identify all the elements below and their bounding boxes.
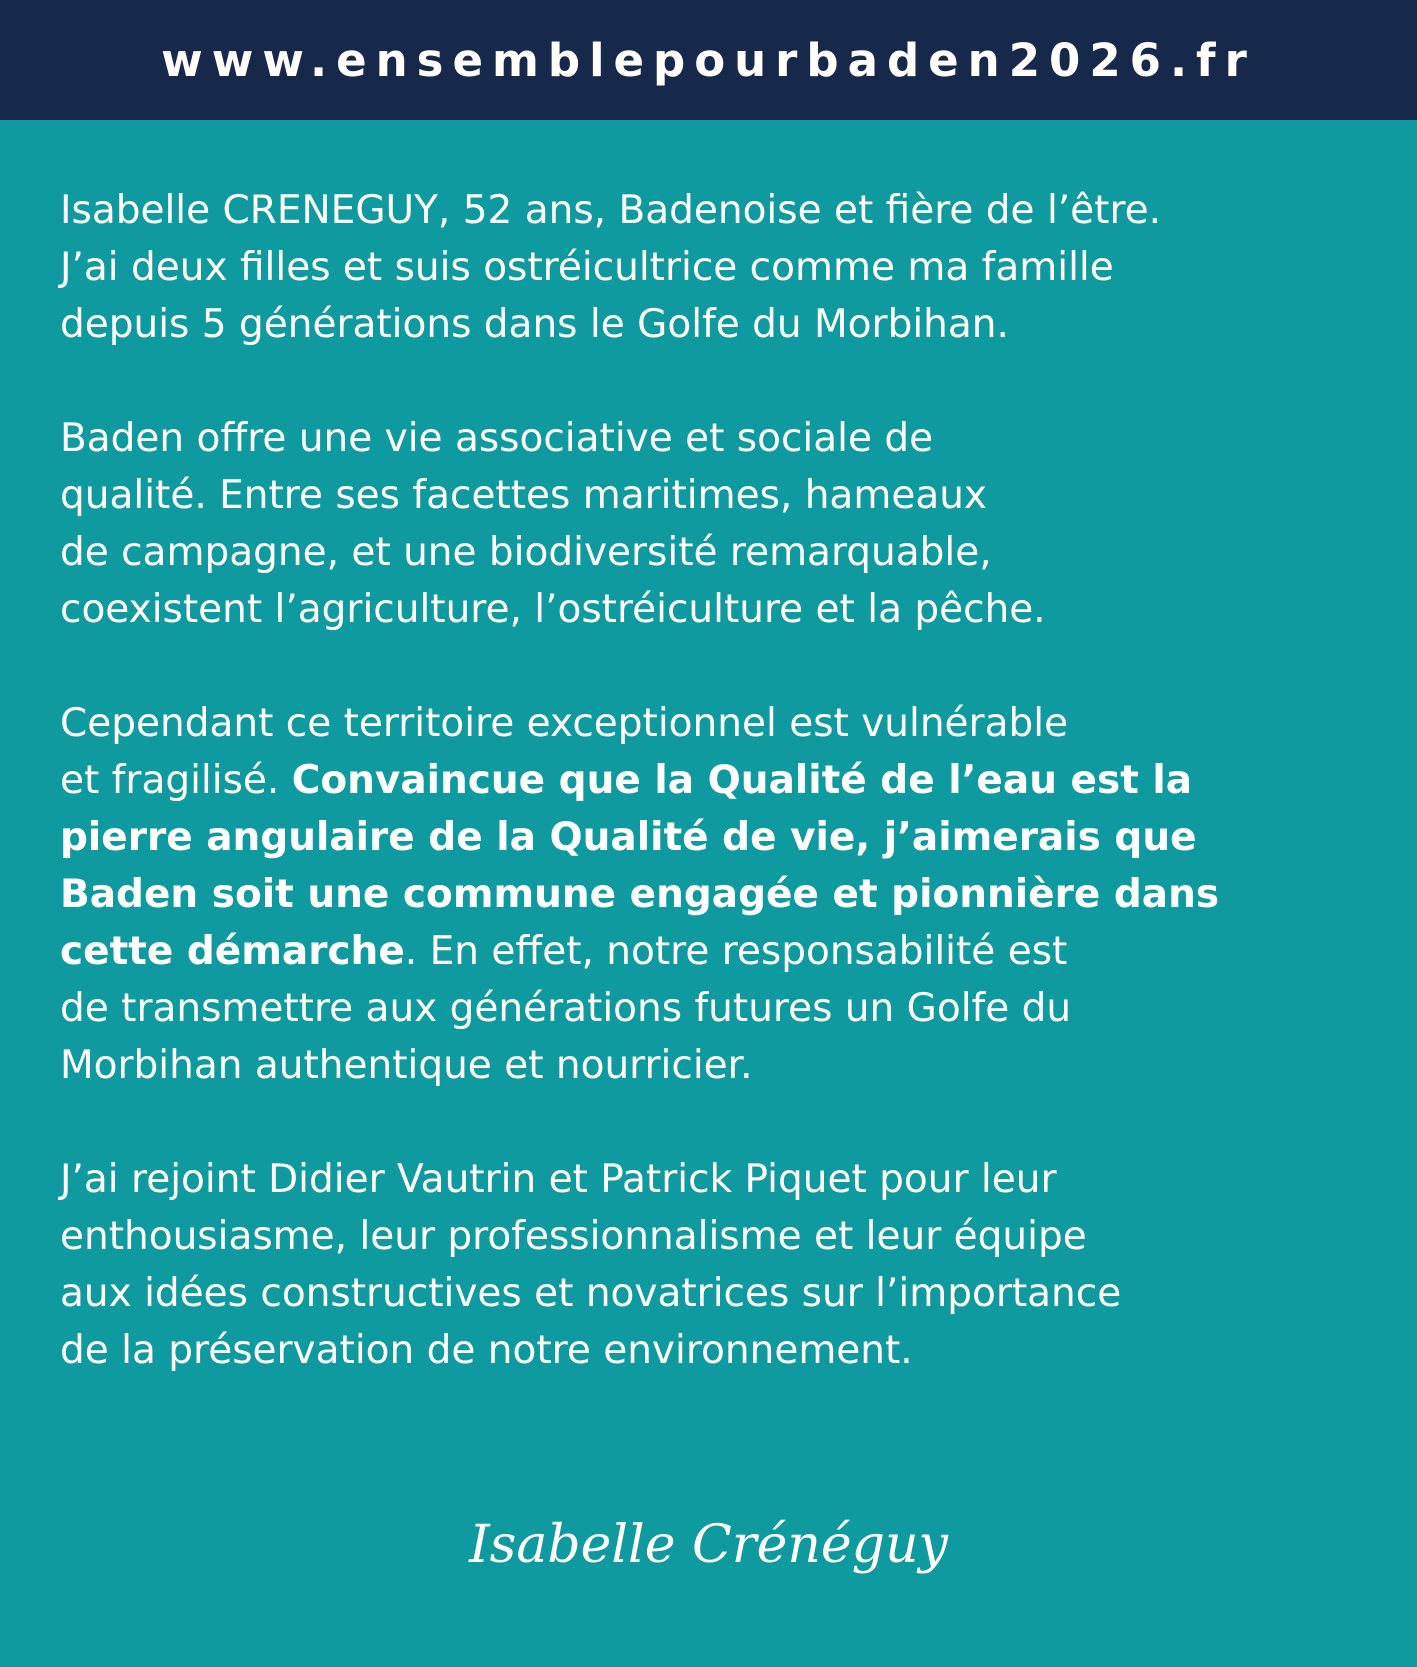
text-line: Baden offre une vie associative et sociale de [60,416,934,461]
paragraph-baden [60,410,1370,638]
text-emphasis-line: Baden soit une commune engagée et pionnière dans [60,872,1220,917]
paragraph-water-quality [60,695,1370,1094]
text-line: de la préservation de notre environnement. [60,1328,913,1373]
text-line: Isabelle CRENEGUY, 52 ans, Badenoise et fière de l’être. [60,188,1162,233]
text-line: enthousiasme, leur professionnalisme et leur équipe [60,1214,1087,1259]
text-normal: . En effet, notre responsabilité est [404,929,1068,974]
website-url[interactable]: www.ensemblepourbaden2026.fr [161,33,1256,87]
paragraph-intro [60,182,1370,353]
signature: Isabelle Crénéguy [469,1515,948,1575]
text-line: J’ai deux filles et suis ostréicultrice comme ma famille [60,245,1114,290]
header-banner [0,0,1417,120]
text-line: qualité. Entre ses facettes maritimes, hameaux [60,473,988,518]
text-line: aux idées constructives et novatrices sur l’importance [60,1271,1122,1316]
text-line [60,752,1370,809]
paragraph-team [60,1151,1370,1379]
text-line: Morbihan authentique et nourricier. [60,1043,753,1088]
text-emphasis: cette démarche [60,929,405,974]
text-normal: et fragilisé. [60,758,292,803]
letter-body [60,182,1370,1436]
text-line: de transmettre aux générations futures un Golfe du [60,986,1072,1031]
text-line [60,923,1370,980]
text-line: depuis 5 générations dans le Golfe du Morbihan. [60,302,1009,347]
text-line: J’ai rejoint Didier Vautrin et Patrick Piquet pour leur [60,1157,1057,1202]
text-emphasis-line: pierre angulaire de la Qualité de vie, j’aimerais que [60,815,1197,860]
text-line: Cependant ce territoire exceptionnel est vulnérable [60,701,1069,746]
text-line: de campagne, et une biodiversité remarquable, [60,530,992,575]
text-line: coexistent l’agriculture, l’ostréiculture et la pêche. [60,587,1046,632]
text-emphasis: Convaincue que la Qualité de l’eau est la [291,758,1193,803]
